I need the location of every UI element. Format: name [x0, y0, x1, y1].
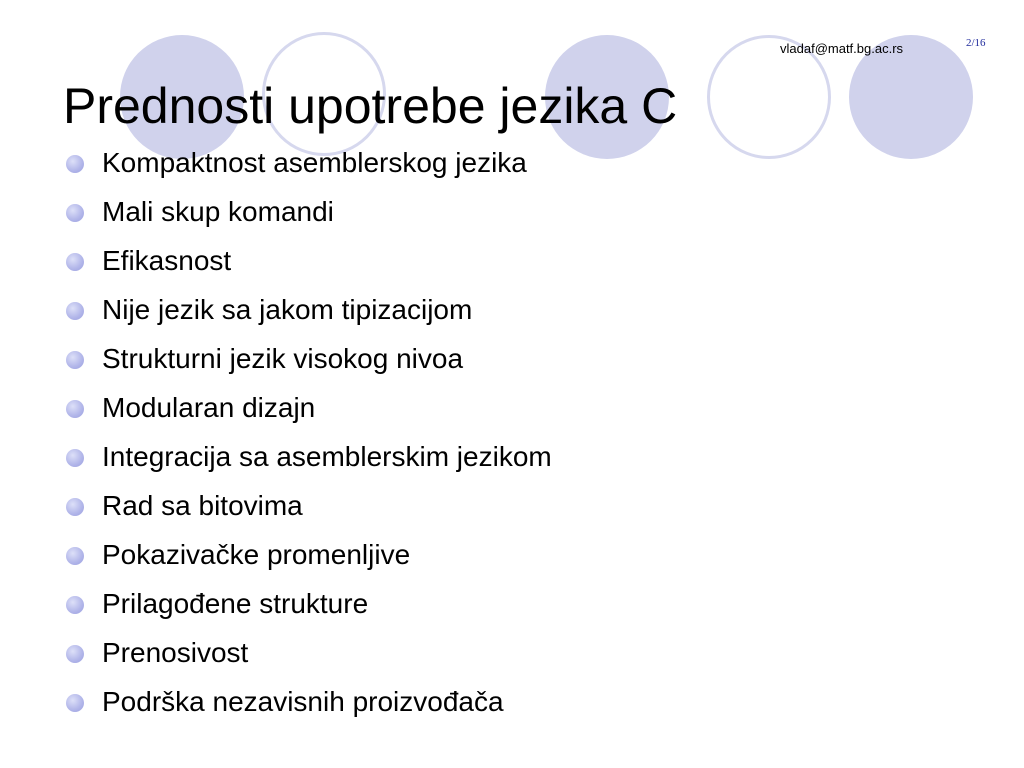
bullet-icon	[66, 498, 84, 516]
bullet-icon	[66, 302, 84, 320]
bullet-icon	[66, 351, 84, 369]
bullet-text: Nije jezik sa jakom tipizacijom	[102, 294, 473, 325]
bullet-text: Prenosivost	[102, 637, 249, 668]
slide-title: Prednosti upotrebe jezika C	[63, 78, 678, 134]
bullet-text: Podrška nezavisnih proizvođača	[102, 686, 504, 717]
bullet-icon	[66, 645, 84, 663]
bullet-text: Kompaktnost asemblerskog jezika	[102, 147, 527, 178]
bullet-text: Efikasnost	[102, 245, 232, 276]
bullet-text: Pokazivačke promenljive	[102, 539, 411, 570]
bullet-text: Modularan dizajn	[102, 392, 316, 423]
bullet-text: Mali skup komandi	[102, 196, 334, 227]
bullet-text: Prilagođene strukture	[102, 588, 369, 619]
bullet-icon	[66, 449, 84, 467]
page-number: 2/16	[966, 37, 986, 49]
bullet-icon	[66, 253, 84, 271]
bullet-icon	[66, 596, 84, 614]
bullet-text: Strukturni jezik visokog nivoa	[102, 343, 464, 374]
bullet-text: Rad sa bitovima	[102, 490, 303, 521]
author-email: vladaf@matf.bg.ac.rs	[780, 41, 904, 56]
bullet-icon	[66, 547, 84, 565]
bullet-icon	[66, 694, 84, 712]
bullet-icon	[66, 155, 84, 173]
bullet-text: Integracija sa asemblerskim jezikom	[102, 441, 552, 472]
bullet-icon	[66, 400, 84, 418]
bullet-icon	[66, 204, 84, 222]
